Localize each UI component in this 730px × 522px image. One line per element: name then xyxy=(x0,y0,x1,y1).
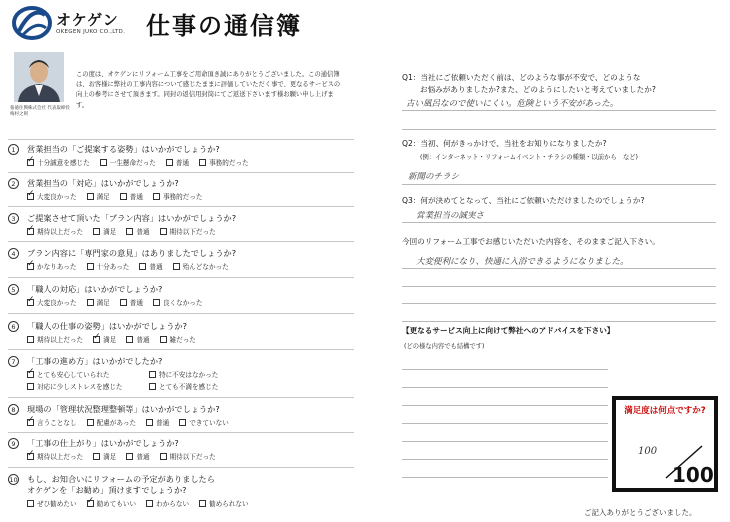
option[interactable] xyxy=(87,191,110,201)
q1-line1: Q1：当社にご依頼いただく前は、どのような事が不安で、どのような xyxy=(402,73,641,82)
question-3 xyxy=(8,213,348,236)
option-label: 満足 xyxy=(96,299,110,307)
answer-line xyxy=(402,477,608,478)
question-number: 8 xyxy=(8,404,19,415)
divider xyxy=(8,349,354,350)
person-photo-icon xyxy=(14,52,64,102)
checkbox[interactable] xyxy=(120,193,127,200)
option[interactable] xyxy=(126,226,149,236)
divider xyxy=(8,277,354,278)
option[interactable] xyxy=(27,261,77,271)
satisfaction-score-box xyxy=(612,396,718,492)
photo-caption: 報徳住興株式会社 代表取締役 梅村之則 xyxy=(10,106,70,117)
question-number: 6 xyxy=(8,321,19,332)
option[interactable] xyxy=(87,417,137,427)
score-answer[interactable]: 100 xyxy=(638,446,658,457)
option[interactable] xyxy=(173,261,229,271)
checkbox[interactable] xyxy=(93,228,100,235)
option[interactable] xyxy=(100,157,156,167)
question-6 xyxy=(8,321,348,344)
option-label: 十分誠意を感じた xyxy=(37,159,90,167)
option-label: とても安心していられた xyxy=(37,371,110,379)
option-label: 普通 xyxy=(175,159,190,167)
option-label: 特に不安はなかった xyxy=(159,371,219,379)
option[interactable] xyxy=(27,451,83,461)
question-1 xyxy=(8,144,348,167)
score-max: 100 xyxy=(672,463,714,487)
q2-note: (例：インターネット・リフォームイベント・チラシの種類・以前から など) xyxy=(420,154,638,161)
option[interactable] xyxy=(87,261,130,271)
president-photo xyxy=(14,52,64,102)
advice-title: 【更なるサービス向上に向けて弊社へのアドバイスを下さい】 xyxy=(402,326,615,335)
option[interactable] xyxy=(126,451,149,461)
question-number: 4 xyxy=(8,248,19,259)
question-4 xyxy=(8,248,348,271)
option-label: 対応に少しストレスを感じた xyxy=(37,383,123,391)
question-number: 7 xyxy=(8,356,19,367)
option-label: 期待以上だった xyxy=(37,228,84,236)
checkbox[interactable] xyxy=(160,228,167,235)
checkbox[interactable] xyxy=(179,419,186,426)
option-label: 勧められない xyxy=(209,500,249,508)
checkbox[interactable] xyxy=(146,500,153,507)
checkbox[interactable] xyxy=(27,336,34,343)
question-5 xyxy=(8,284,348,307)
option-label: 事務的だった xyxy=(209,159,249,167)
option-label: 期待以上だった xyxy=(37,453,84,461)
checkbox[interactable] xyxy=(27,500,34,507)
option[interactable] xyxy=(27,226,83,236)
question-text: ご提案させて頂いた「プラン内容」はいかがでしょうか? xyxy=(27,213,237,223)
answer-line xyxy=(402,129,716,130)
checkbox[interactable] xyxy=(149,383,156,390)
company-logo-icon xyxy=(12,6,52,40)
answer-line xyxy=(402,405,608,406)
option-label: 十分あった xyxy=(96,263,130,271)
q1-answer[interactable]: 古い風呂なので使いにくい。危険という不安があった。 xyxy=(406,99,619,109)
option-label: 普通 xyxy=(149,263,163,271)
checkbox[interactable] xyxy=(126,228,133,235)
checkbox[interactable] xyxy=(120,299,127,306)
checkbox[interactable] xyxy=(160,453,167,460)
answer-line xyxy=(402,369,608,370)
answer-line xyxy=(402,184,716,185)
option[interactable] xyxy=(166,157,189,167)
checkbox[interactable] xyxy=(126,336,133,343)
option[interactable] xyxy=(93,451,116,461)
option[interactable] xyxy=(126,334,149,344)
answer-line xyxy=(402,321,716,322)
question-text-line2: オケゲンを「お勧め」頂けますでしょうか? xyxy=(27,485,187,495)
q4-answer[interactable]: 大変便利になり、快適に入浴できるようになりました。 xyxy=(416,257,629,267)
option[interactable] xyxy=(87,297,110,307)
checkbox[interactable] xyxy=(27,383,34,390)
option-label: 満足 xyxy=(96,193,110,201)
answer-line xyxy=(402,110,716,111)
option-label: 普通 xyxy=(129,193,143,201)
checkbox[interactable] xyxy=(87,500,94,507)
option-label: 事務的だった xyxy=(162,193,203,201)
answer-line xyxy=(402,387,608,388)
question-7 xyxy=(8,356,348,391)
question-10 xyxy=(8,474,348,508)
question-2 xyxy=(8,178,348,201)
option[interactable] xyxy=(27,297,77,307)
option[interactable] xyxy=(149,369,218,379)
checkbox[interactable] xyxy=(27,263,34,270)
option-label: 期待以下だった xyxy=(169,453,216,461)
option[interactable] xyxy=(199,157,249,167)
checkbox[interactable] xyxy=(27,159,34,166)
company-sub-name: OKEGEN JUKO CO.,LTD. xyxy=(56,29,126,35)
checkbox[interactable] xyxy=(166,159,173,166)
option-label: 期待以下だった xyxy=(169,228,216,236)
checkbox[interactable] xyxy=(100,159,107,166)
option-label: 一生懸命だった xyxy=(109,159,156,167)
option-label: 言うことなし xyxy=(37,419,77,427)
option[interactable] xyxy=(87,498,137,508)
q1-line2: お悩みがありましたか?また、どのようにしたいと考えていましたか? xyxy=(420,85,656,94)
option-label: かなりあった xyxy=(37,263,77,271)
checkbox[interactable] xyxy=(153,193,160,200)
checkbox[interactable] xyxy=(139,263,146,270)
option[interactable] xyxy=(27,191,77,201)
divider xyxy=(8,467,354,468)
checkbox[interactable] xyxy=(149,371,156,378)
option[interactable] xyxy=(160,226,216,236)
option-label: 大変良かった xyxy=(37,299,77,307)
question-number: 3 xyxy=(8,213,19,224)
question-8 xyxy=(8,404,348,427)
checkbox[interactable] xyxy=(27,371,34,378)
company-name: オケゲン xyxy=(56,11,119,29)
option-label: 普通 xyxy=(156,419,170,427)
answer-line xyxy=(402,459,608,460)
question-text: 営業担当の「ご提案する姿勢」はいかがでしょうか? xyxy=(27,144,220,154)
answer-line xyxy=(402,303,716,304)
checkbox[interactable] xyxy=(27,299,34,306)
answer-line xyxy=(402,423,608,424)
option-label: 勧めてもいい xyxy=(96,500,137,508)
checkbox[interactable] xyxy=(27,453,34,460)
option[interactable] xyxy=(27,334,83,344)
option[interactable] xyxy=(139,261,162,271)
checkbox[interactable] xyxy=(27,228,34,235)
option[interactable] xyxy=(120,191,143,201)
divider xyxy=(8,397,354,398)
option-label: 満足 xyxy=(103,453,117,461)
question-number: 5 xyxy=(8,284,19,295)
question-text: 「工事の仕上がり」はいかがでしょうか? xyxy=(27,438,179,448)
page-title: 仕事の通信簿 xyxy=(146,11,302,40)
q2-text: Q2：当初、何がきっかけで、当社をお知りになりましたか? xyxy=(402,139,607,148)
option-label: 配慮があった xyxy=(96,419,137,427)
option-label: ぜひ勧めたい xyxy=(37,500,77,508)
checkbox[interactable] xyxy=(27,193,34,200)
option-label: とても不満を感じた xyxy=(159,383,219,391)
checkbox[interactable] xyxy=(87,419,94,426)
option-label: 満足 xyxy=(103,336,117,344)
divider xyxy=(8,139,354,140)
question-text: プラン内容に「専門家の意見」はありましたでしょうか? xyxy=(27,248,237,258)
question-text: 「職人の仕事の姿勢」はいかがでしょうか? xyxy=(27,321,187,331)
checkbox[interactable] xyxy=(199,159,206,166)
option-label: 普通 xyxy=(129,299,143,307)
question-text: 「工事の進め方」はいかがでしたか? xyxy=(27,356,163,366)
option[interactable] xyxy=(160,334,196,344)
option-label: わからない xyxy=(156,500,190,508)
checkbox[interactable] xyxy=(87,299,94,306)
checkbox[interactable] xyxy=(173,263,180,270)
question-number: 10 xyxy=(9,475,18,484)
question-text: 「職人の対応」はいかがでしょうか? xyxy=(27,284,163,294)
option[interactable] xyxy=(27,157,90,167)
option[interactable] xyxy=(120,297,143,307)
divider xyxy=(8,313,354,314)
intro-text: この度は、オケゲンにリフォーム工事をご用命頂き誠にありがとうございました。この通信簿は、お客様に弊社の工事内容について感じたままに評価していただく事で、更なるサービスの向上の参考にさせて頂きます。同封の返信用封筒にてご返送下さいます様お願い申し上げます。 xyxy=(76,71,341,109)
question-text: 営業担当の「対応」はいかがでしょうか? xyxy=(27,178,179,188)
option-label: 普通 xyxy=(136,453,150,461)
thanks-text: ご記入ありがとうございました。 xyxy=(584,508,697,517)
option-label: 満足 xyxy=(103,228,117,236)
divider xyxy=(8,172,354,173)
divider xyxy=(8,432,354,433)
option[interactable] xyxy=(27,381,139,391)
advice-note: (どの様な内容でも結構です) xyxy=(404,343,485,350)
option[interactable] xyxy=(27,498,77,508)
divider xyxy=(8,241,354,242)
q3-answer[interactable]: 営業担当の誠実さ xyxy=(416,211,485,221)
answer-line xyxy=(402,268,716,269)
answer-line xyxy=(402,441,608,442)
checkbox[interactable] xyxy=(87,263,94,270)
option-label: 期待以上だった xyxy=(37,336,84,344)
option[interactable] xyxy=(153,191,203,201)
checkbox[interactable] xyxy=(153,299,160,306)
option-label: 殆んどなかった xyxy=(182,263,229,271)
q3-text: Q3：何が決めてとなって、当社にご依頼いただけましたのでしょうか? xyxy=(402,196,645,205)
option[interactable] xyxy=(153,297,203,307)
option[interactable] xyxy=(93,334,116,344)
checkbox[interactable] xyxy=(126,453,133,460)
q2-answer[interactable]: 新聞のチラシ xyxy=(408,172,460,182)
checkbox[interactable] xyxy=(146,419,153,426)
checkbox[interactable] xyxy=(160,336,167,343)
checkbox[interactable] xyxy=(199,500,206,507)
score-title: 満足度は何点ですか? xyxy=(624,406,706,416)
q4-text: 今回のリフォーム工事でお感じいただいた内容を、そのままご記入下さい。 xyxy=(402,237,660,246)
checkbox[interactable] xyxy=(93,336,100,343)
option-label: 大変良かった xyxy=(37,193,77,201)
option-label: 良くなかった xyxy=(162,299,203,307)
option[interactable] xyxy=(149,381,218,391)
option-label: 雑だった xyxy=(169,336,196,344)
option[interactable] xyxy=(146,417,169,427)
question-9 xyxy=(8,438,348,461)
answer-line xyxy=(402,286,716,287)
option[interactable] xyxy=(179,417,229,427)
divider xyxy=(8,206,354,207)
answer-line xyxy=(402,222,716,223)
checkbox[interactable] xyxy=(27,419,34,426)
option-label: 普通 xyxy=(136,228,150,236)
question-number: 1 xyxy=(8,144,19,155)
option[interactable] xyxy=(27,369,139,379)
option-label: 普通 xyxy=(136,336,150,344)
option-label: できていない xyxy=(189,419,229,427)
option[interactable] xyxy=(199,498,249,508)
option[interactable] xyxy=(27,417,77,427)
question-number: 9 xyxy=(8,438,19,449)
checkbox[interactable] xyxy=(87,193,94,200)
option[interactable] xyxy=(146,498,189,508)
option[interactable] xyxy=(160,451,216,461)
question-text: もし、お知合いにリフォームの予定がありましたら xyxy=(27,474,215,484)
checkbox[interactable] xyxy=(93,453,100,460)
option[interactable] xyxy=(93,226,116,236)
question-number: 2 xyxy=(8,178,19,189)
question-text: 現場の「管理状況整理整頓等」はいかがでしょうか? xyxy=(27,404,220,414)
